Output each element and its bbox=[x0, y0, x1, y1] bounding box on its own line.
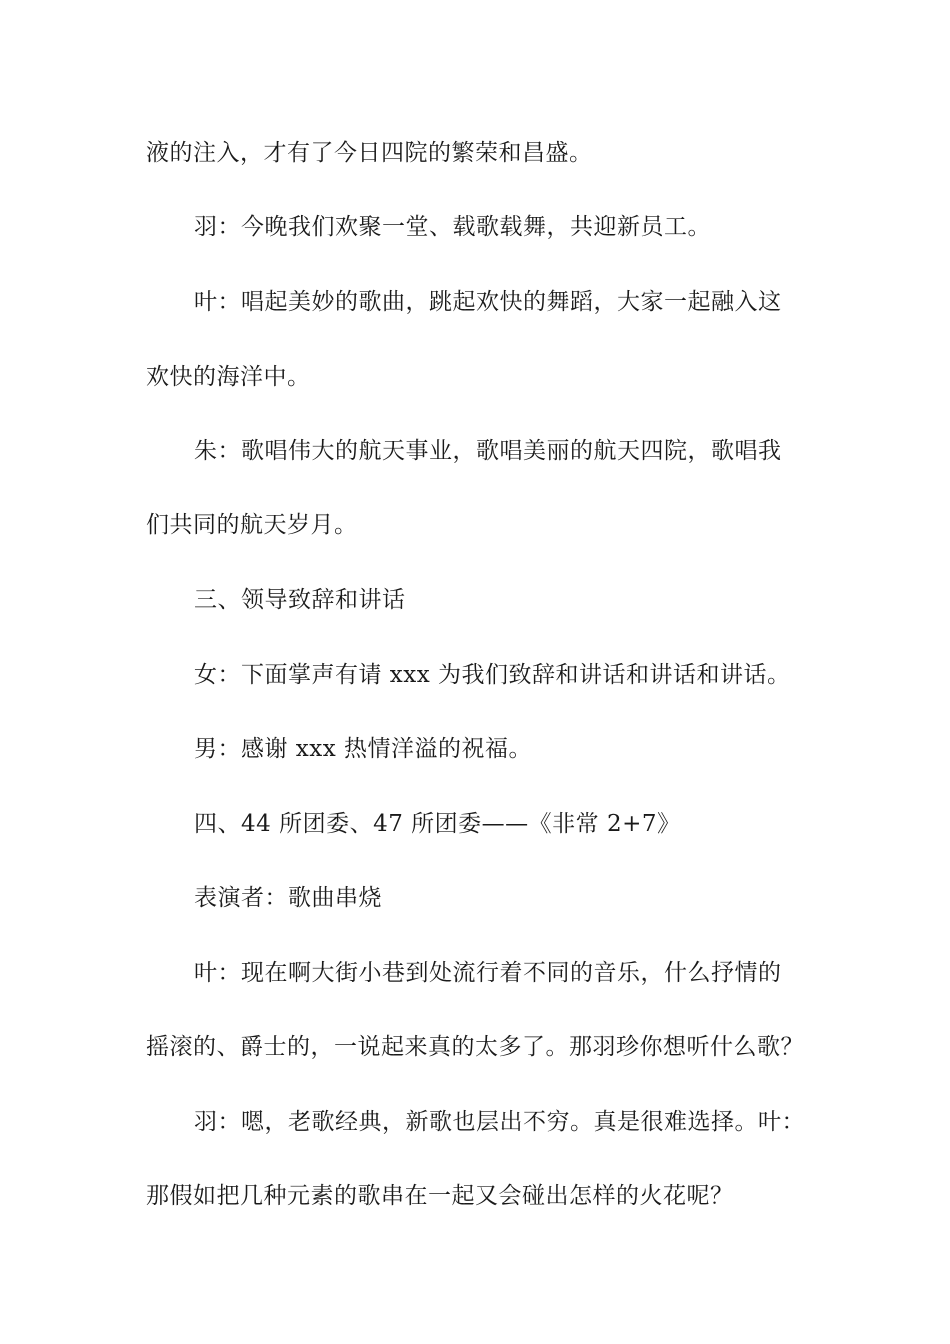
paragraph-line: 那假如把几种元素的歌串在一起又会碰出怎样的火花呢？ bbox=[146, 1183, 734, 1209]
paragraph-line: 叶：现在啊大街小巷到处流行着不同的音乐，什么抒情的 bbox=[194, 960, 782, 986]
paragraph-line: 摇滚的、爵士的，一说起来真的太多了。那羽珍你想听什么歌？ bbox=[146, 1034, 804, 1060]
paragraph-line: 羽：今晚我们欢聚一堂、载歌载舞，共迎新员工。 bbox=[194, 214, 711, 240]
paragraph-line: 欢快的海洋中。 bbox=[146, 364, 311, 390]
section-heading: 四、44 所团委、47 所团委——《非常 2+7》 bbox=[194, 811, 681, 837]
section-heading: 三、领导致辞和讲话 bbox=[194, 587, 406, 613]
paragraph-line: 女：下面掌声有请 xxx 为我们致辞和讲话和讲话和讲话。 bbox=[194, 662, 791, 688]
paragraph-line: 液的注入，才有了今日四院的繁荣和昌盛。 bbox=[146, 140, 593, 166]
paragraph-line: 朱：歌唱伟大的航天事业，歌唱美丽的航天四院，歌唱我 bbox=[194, 438, 782, 464]
paragraph-line: 男：感谢 xxx 热情洋溢的祝福。 bbox=[194, 736, 533, 762]
paragraph-line: 表演者：歌曲串烧 bbox=[194, 885, 382, 911]
paragraph-line: 羽：嗯，老歌经典，新歌也层出不穷。真是很难选择。叶： bbox=[194, 1109, 805, 1135]
paragraph-line: 们共同的航天岁月。 bbox=[146, 512, 358, 538]
paragraph-line: 叶：唱起美妙的歌曲，跳起欢快的舞蹈，大家一起融入这 bbox=[194, 289, 782, 315]
